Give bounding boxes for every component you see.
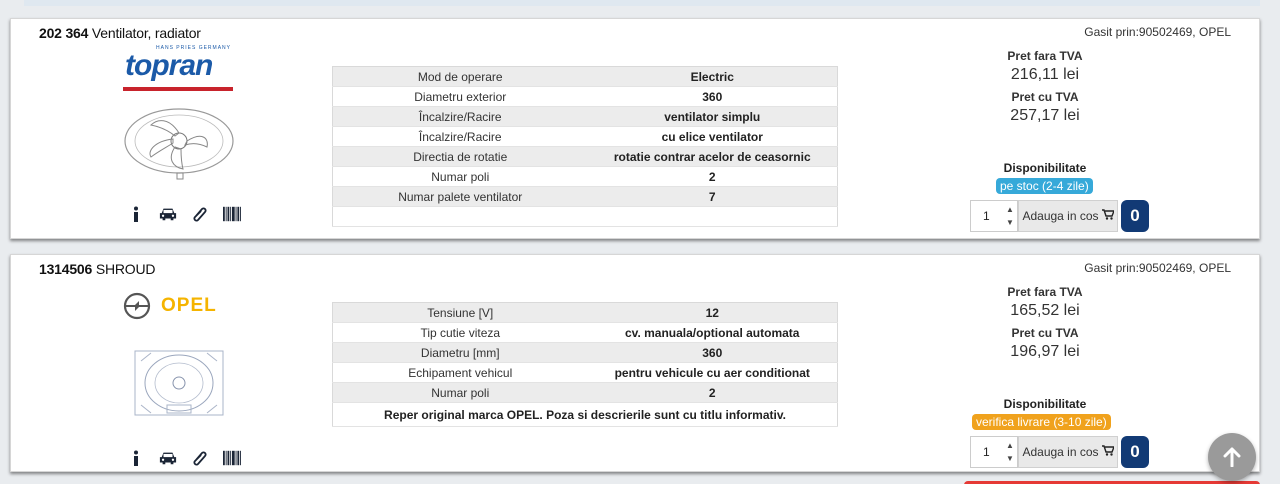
cart-icon [1102,445,1114,459]
spec-row: Încalzire/Racire ventilator simplu [333,107,838,127]
arrow-up-icon [1223,447,1241,467]
price-block [981,285,1109,367]
price-vat-label: Pret cu TVA [1011,90,1079,104]
barcode-icon[interactable] [223,205,241,223]
add-to-cart-button[interactable] [1018,436,1118,468]
add-to-cart-label: Adauga in cos [1022,445,1099,459]
add-to-cart-button[interactable] [1018,200,1118,232]
spec-row: Numar poli 2 [333,383,838,403]
spec-row: Mod de operare Electric [333,67,838,87]
quantity-up-icon[interactable]: ▲ [1006,205,1014,214]
spec-note-row [333,403,838,427]
quantity-down-icon[interactable]: ▼ [1006,454,1014,463]
spec-row: Numar poli 2 [333,167,838,187]
price-block [981,49,1109,131]
price-no-vat-label: Pret fara TVA [1007,49,1083,63]
cart-count-badge[interactable]: 0 [1121,200,1149,232]
product-actions [127,205,241,223]
found-via: Gasit prin:90502469, OPEL [1084,25,1231,39]
spec-note: Reper original marca OPEL. Poza si descrierile sunt cu titlu informativ. [333,403,838,427]
spec-row: Diametru exterior 360 [333,87,838,107]
spec-row-empty [333,207,838,227]
availability-badge: pe stoc (2-4 zile) [996,178,1093,194]
price-vat-label: Pret cu TVA [1011,326,1079,340]
product-actions [127,449,241,467]
spec-row: Tip cutie viteza cv. manuala/optional automata [333,323,838,343]
top-bar [24,0,1260,6]
cart-count-badge[interactable]: 0 [1121,436,1149,468]
availability-label: Disponibilitate [1003,161,1087,175]
product-name[interactable]: SHROUD [95,261,156,277]
barcode-icon[interactable] [223,449,241,467]
price-no-vat: 216,11 lei [1010,66,1080,83]
quantity-stepper[interactable] [970,200,1018,232]
opel-blitz-icon [123,292,151,320]
quantity-up-icon[interactable]: ▲ [1006,441,1014,450]
product-card [10,18,1260,239]
brand-logo-topran [123,45,233,91]
info-icon[interactable] [127,449,145,467]
spec-row: Numar palete ventilator 7 [333,187,838,207]
cart-icon [1102,209,1114,223]
price-no-vat-label: Pret fara TVA [1007,285,1083,299]
product-code[interactable]: 202 364 [39,25,89,41]
product-image[interactable] [121,103,237,181]
specs-table [332,66,838,227]
car-icon[interactable] [159,205,177,223]
paperclip-icon[interactable] [191,449,209,467]
availability-label: Disponibilitate [1003,397,1087,411]
availability-badge: verifica livrare (3-10 zile) [972,414,1111,430]
quantity-stepper[interactable] [970,436,1018,468]
spec-row: Directia de rotatie rotatie contrar acelor de ceasornic [333,147,838,167]
price-vat: 196,97 lei [1010,343,1080,360]
spec-row: Diametru [mm] 360 [333,343,838,363]
quantity-value[interactable]: 1 [983,445,990,459]
quantity-down-icon[interactable]: ▼ [1006,218,1014,227]
paperclip-icon[interactable] [191,205,209,223]
product-image[interactable] [121,347,237,419]
specs-table [332,302,838,427]
car-icon[interactable] [159,449,177,467]
quantity-value[interactable]: 1 [983,209,990,223]
brand-sub: HANS PRIES GERMANY [156,45,231,51]
price-vat: 257,17 lei [1010,107,1080,124]
product-card [10,254,1260,472]
product-code[interactable]: 1314506 [39,261,93,277]
add-to-cart-label: Adauga in cos [1022,209,1099,223]
info-icon[interactable] [127,205,145,223]
product-name[interactable]: Ventilator, radiator [91,25,201,41]
spec-row: Încalzire/Racire cu elice ventilator [333,127,838,147]
product-title[interactable] [39,261,155,277]
found-via: Gasit prin:90502469, OPEL [1084,261,1231,275]
spec-row: Echipament vehicul pentru vehicule cu aer conditionat [333,363,838,383]
brand-name: OPEL [161,295,217,316]
brand-logo-opel [123,291,233,321]
brand-name: topran [125,49,213,82]
price-no-vat: 165,52 lei [1010,302,1080,319]
spec-row: Tensiune [V] 12 [333,303,838,323]
scroll-to-top-button[interactable] [1208,433,1256,481]
product-title[interactable] [39,25,201,41]
